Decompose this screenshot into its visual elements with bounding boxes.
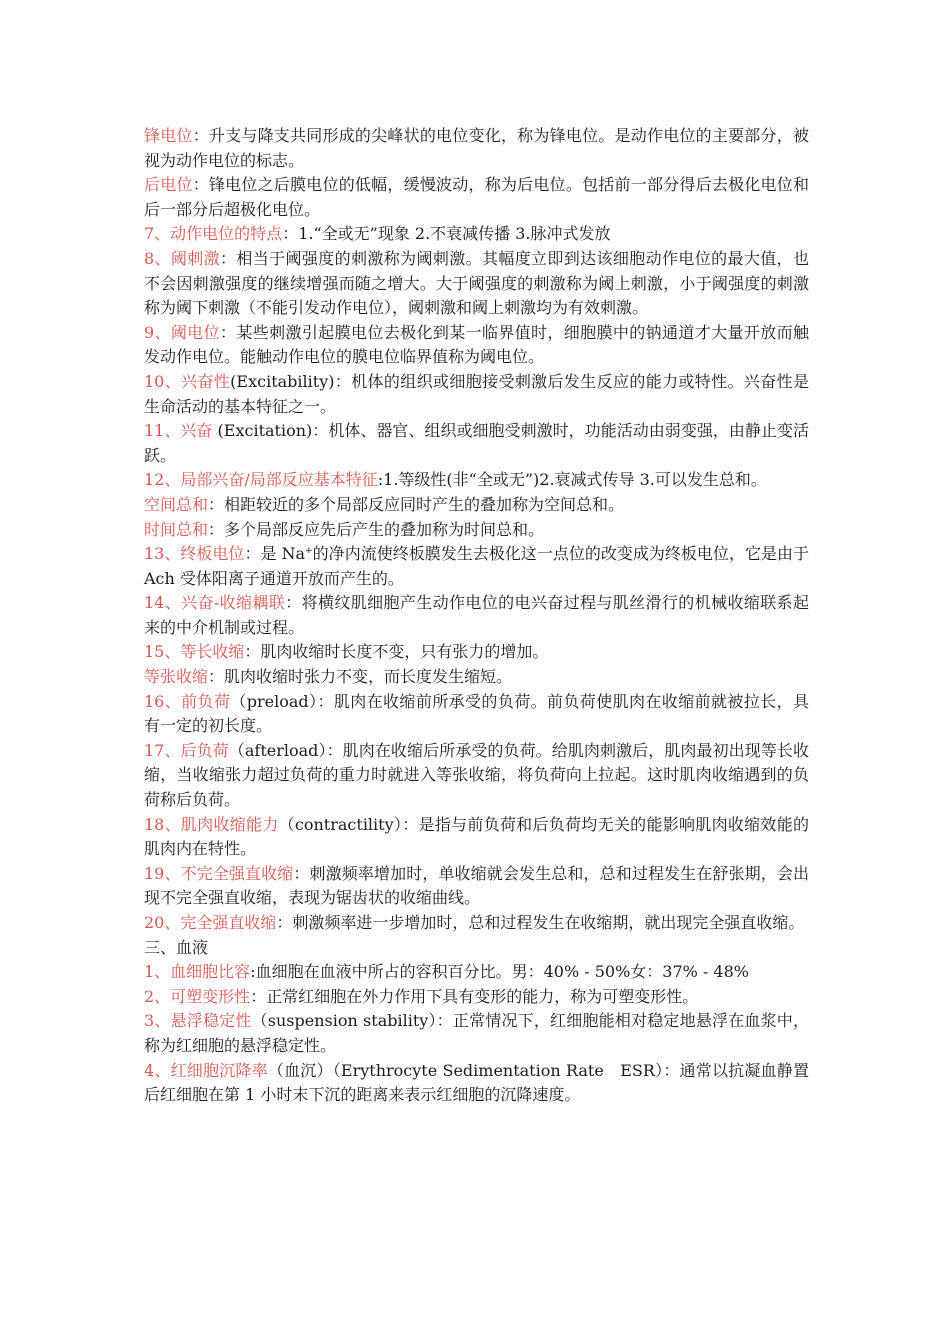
entry-action-potential-features [144,222,809,247]
entry-text: ：多个局部反应先后产生的叠加称为时间总和。 [208,519,545,539]
section-heading: 三、血液 [144,937,209,957]
entry-term: 19、不完全强直收缩 [144,863,294,883]
entry-esr [144,1059,809,1108]
entry-text: （preload）：肌肉在收缩前所承受的负荷。前负荷使肌肉在收缩前就被拉长，具有一定的初长度。 [144,691,809,736]
entry-term: 4、红细胞沉降率 [144,1060,268,1080]
entry-term: 空间总和 [144,494,209,514]
entry-text: ：将横纹肌细胞产生动作电位的电兴奋过程与肌丝滑行的机械收缩联系起来的中介机制或过程。 [144,593,809,637]
entry-isometric-contraction [144,640,809,665]
entry-after-potential [144,173,809,222]
entry-text: ：肌肉收缩时长度不变，只有张力的增加。 [244,642,549,662]
entry-text-continued: 的净内流使终板膜发生去极化这一点位的改变成为终板电位，它是由于 Ach 受体阳离子通道开放而产生的。 [144,544,809,588]
entry-term: 后电位 [144,175,193,195]
entry-end-plate-potential [144,542,809,591]
entry-plastic-deformation [144,985,809,1010]
entry-term: 16、前负荷 [144,691,231,711]
entry-text: :1.等级性(非“全或无”)2.衰减式传导 3.可以发生总和。 [377,470,767,490]
entry-term: 12、局部兴奋/局部反应基本特征 [144,470,378,490]
entry-superscript: + [305,546,313,557]
entry-text: ：相当于阈强度的刺激称为阈刺激。其幅度立即到达该细胞动作电位的最大值，也不会因刺激强度的继续增强而随之增大。大于阈强度的刺激称为阈上刺激，小于阈强度的刺激称为阈下刺激（不能引发动作电位），阈刺激和阈上刺激均为有效刺激。 [144,248,809,318]
entry-text: ：刺激频率进一步增加时，总和过程发生在收缩期，就出现完全强直收缩。 [276,913,805,932]
entry-contractility [144,813,809,862]
entry-term: 2、可塑变形性 [144,986,251,1006]
entry-term: 时间总和 [144,519,209,539]
entry-isotonic-contraction [144,665,809,690]
entry-preload [144,690,809,739]
entry-hematocrit [144,960,809,985]
entry-term: 8、阈刺激 [144,248,221,268]
entry-excitation-contraction-coupling [144,591,809,640]
entry-threshold-potential [144,321,809,370]
entry-term: 15、等长收缩 [144,642,245,662]
entry-text: ：是 Na [244,544,306,564]
entry-text: （suspension stability）：正常情况下，红细胞能相对稳定地悬浮在血浆中，称为红细胞的悬浮稳定性。 [144,1011,809,1055]
entry-afterload [144,739,809,813]
entry-complete-tetanus [144,911,809,936]
entry-term: 14、兴奋-收缩耦联 [144,593,286,613]
entry-text: (Excitation)：机体、器官、组织或细胞受刺激时，功能活动由弱变强，由静止变活跃。 [144,421,809,465]
entry-text: ：某些刺激引起膜电位去极化到某一临界值时，细胞膜中的钠通道才大量开放而触发动作电位。能触动作电位的膜电位临界值称为阈电位。 [144,322,809,367]
entry-term: 锋电位 [144,126,193,145]
entry-term: 3、悬浮稳定性 [144,1011,252,1031]
entry-text: （afterload）：肌肉在收缩后所承受的负荷。给肌肉刺激后，肌肉最初出现等长收缩，当收缩张力超过负荷的重力时就进入等张收缩，将负荷向上拉起。这时肌肉收缩遇到的负荷称后负荷。 [144,740,809,810]
document-page [144,124,809,1108]
entry-incomplete-tetanus [144,862,809,911]
entry-term: 18、肌肉收缩能力 [144,814,279,834]
entry-term: 11、兴奋 [144,421,213,441]
entry-term: 10、兴奋性 [144,371,231,391]
entry-term: 1、血细胞比容 [144,962,251,982]
entry-term: 9、阈电位 [144,322,221,342]
entry-term: 20、完全强直收缩 [144,913,277,932]
entry-threshold-stimulus [144,247,809,321]
entry-text: ：锋电位之后膜电位的低幅，缓慢波动，称为后电位。包括前一部分得后去极化电位和后一部分后超极化电位。 [144,175,809,219]
entry-suspension-stability [144,1009,809,1058]
entry-local-excitation [144,468,809,493]
entry-spatial-summation [144,493,809,518]
entry-text: （血沉）（Erythrocyte Sedimentation Rate ESR）：通常以抗凝血静置后红细胞在第 1 小时末下沉的距离来表示红细胞的沉降速度。 [144,1060,809,1105]
entry-text: :血细胞在血液中所占的容积百分比。男：40% - 50%女：37% - 48% [250,962,749,982]
entry-text: ：刺激频率增加时，单收缩就会发生总和，总和过程发生在舒张期，会出现不完全强直收缩，表现为锯齿状的收缩曲线。 [144,863,809,908]
entry-spike-potential [144,124,809,173]
entry-term: 7、动作电位的特点 [144,224,283,244]
entry-text: ：相距较近的多个局部反应同时产生的叠加称为空间总和。 [208,494,625,514]
entry-text: ：肌肉收缩时张力不变，而长度发生缩短。 [208,667,513,687]
entry-term: 等张收缩 [144,667,209,687]
entry-excitability [144,370,809,419]
entry-excitation [144,419,809,468]
entry-term: 13、终板电位 [144,544,245,564]
entry-term: 17、后负荷 [144,740,229,760]
entry-text: (Excitability)：机体的组织或细胞接受刺激后发生反应的能力或特性。兴奋性是生命活动的基本特征之一。 [144,371,809,416]
entry-text: ：1.“全或无”现象 2.不衰减传播 3.脉冲式发放 [282,224,611,244]
entry-temporal-summation [144,518,809,543]
entry-text: （contractility）：是指与前负荷和后负荷均无关的能影响肌肉收缩效能的肌肉内在特性。 [144,814,809,859]
entry-text: ：升支与降支共同形成的尖峰状的电位变化，称为锋电位。是动作电位的主要部分，被视为动作电位的标志。 [144,126,809,170]
entry-text: ：正常红细胞在外力作用下具有变形的能力，称为可塑变形性。 [250,986,699,1006]
